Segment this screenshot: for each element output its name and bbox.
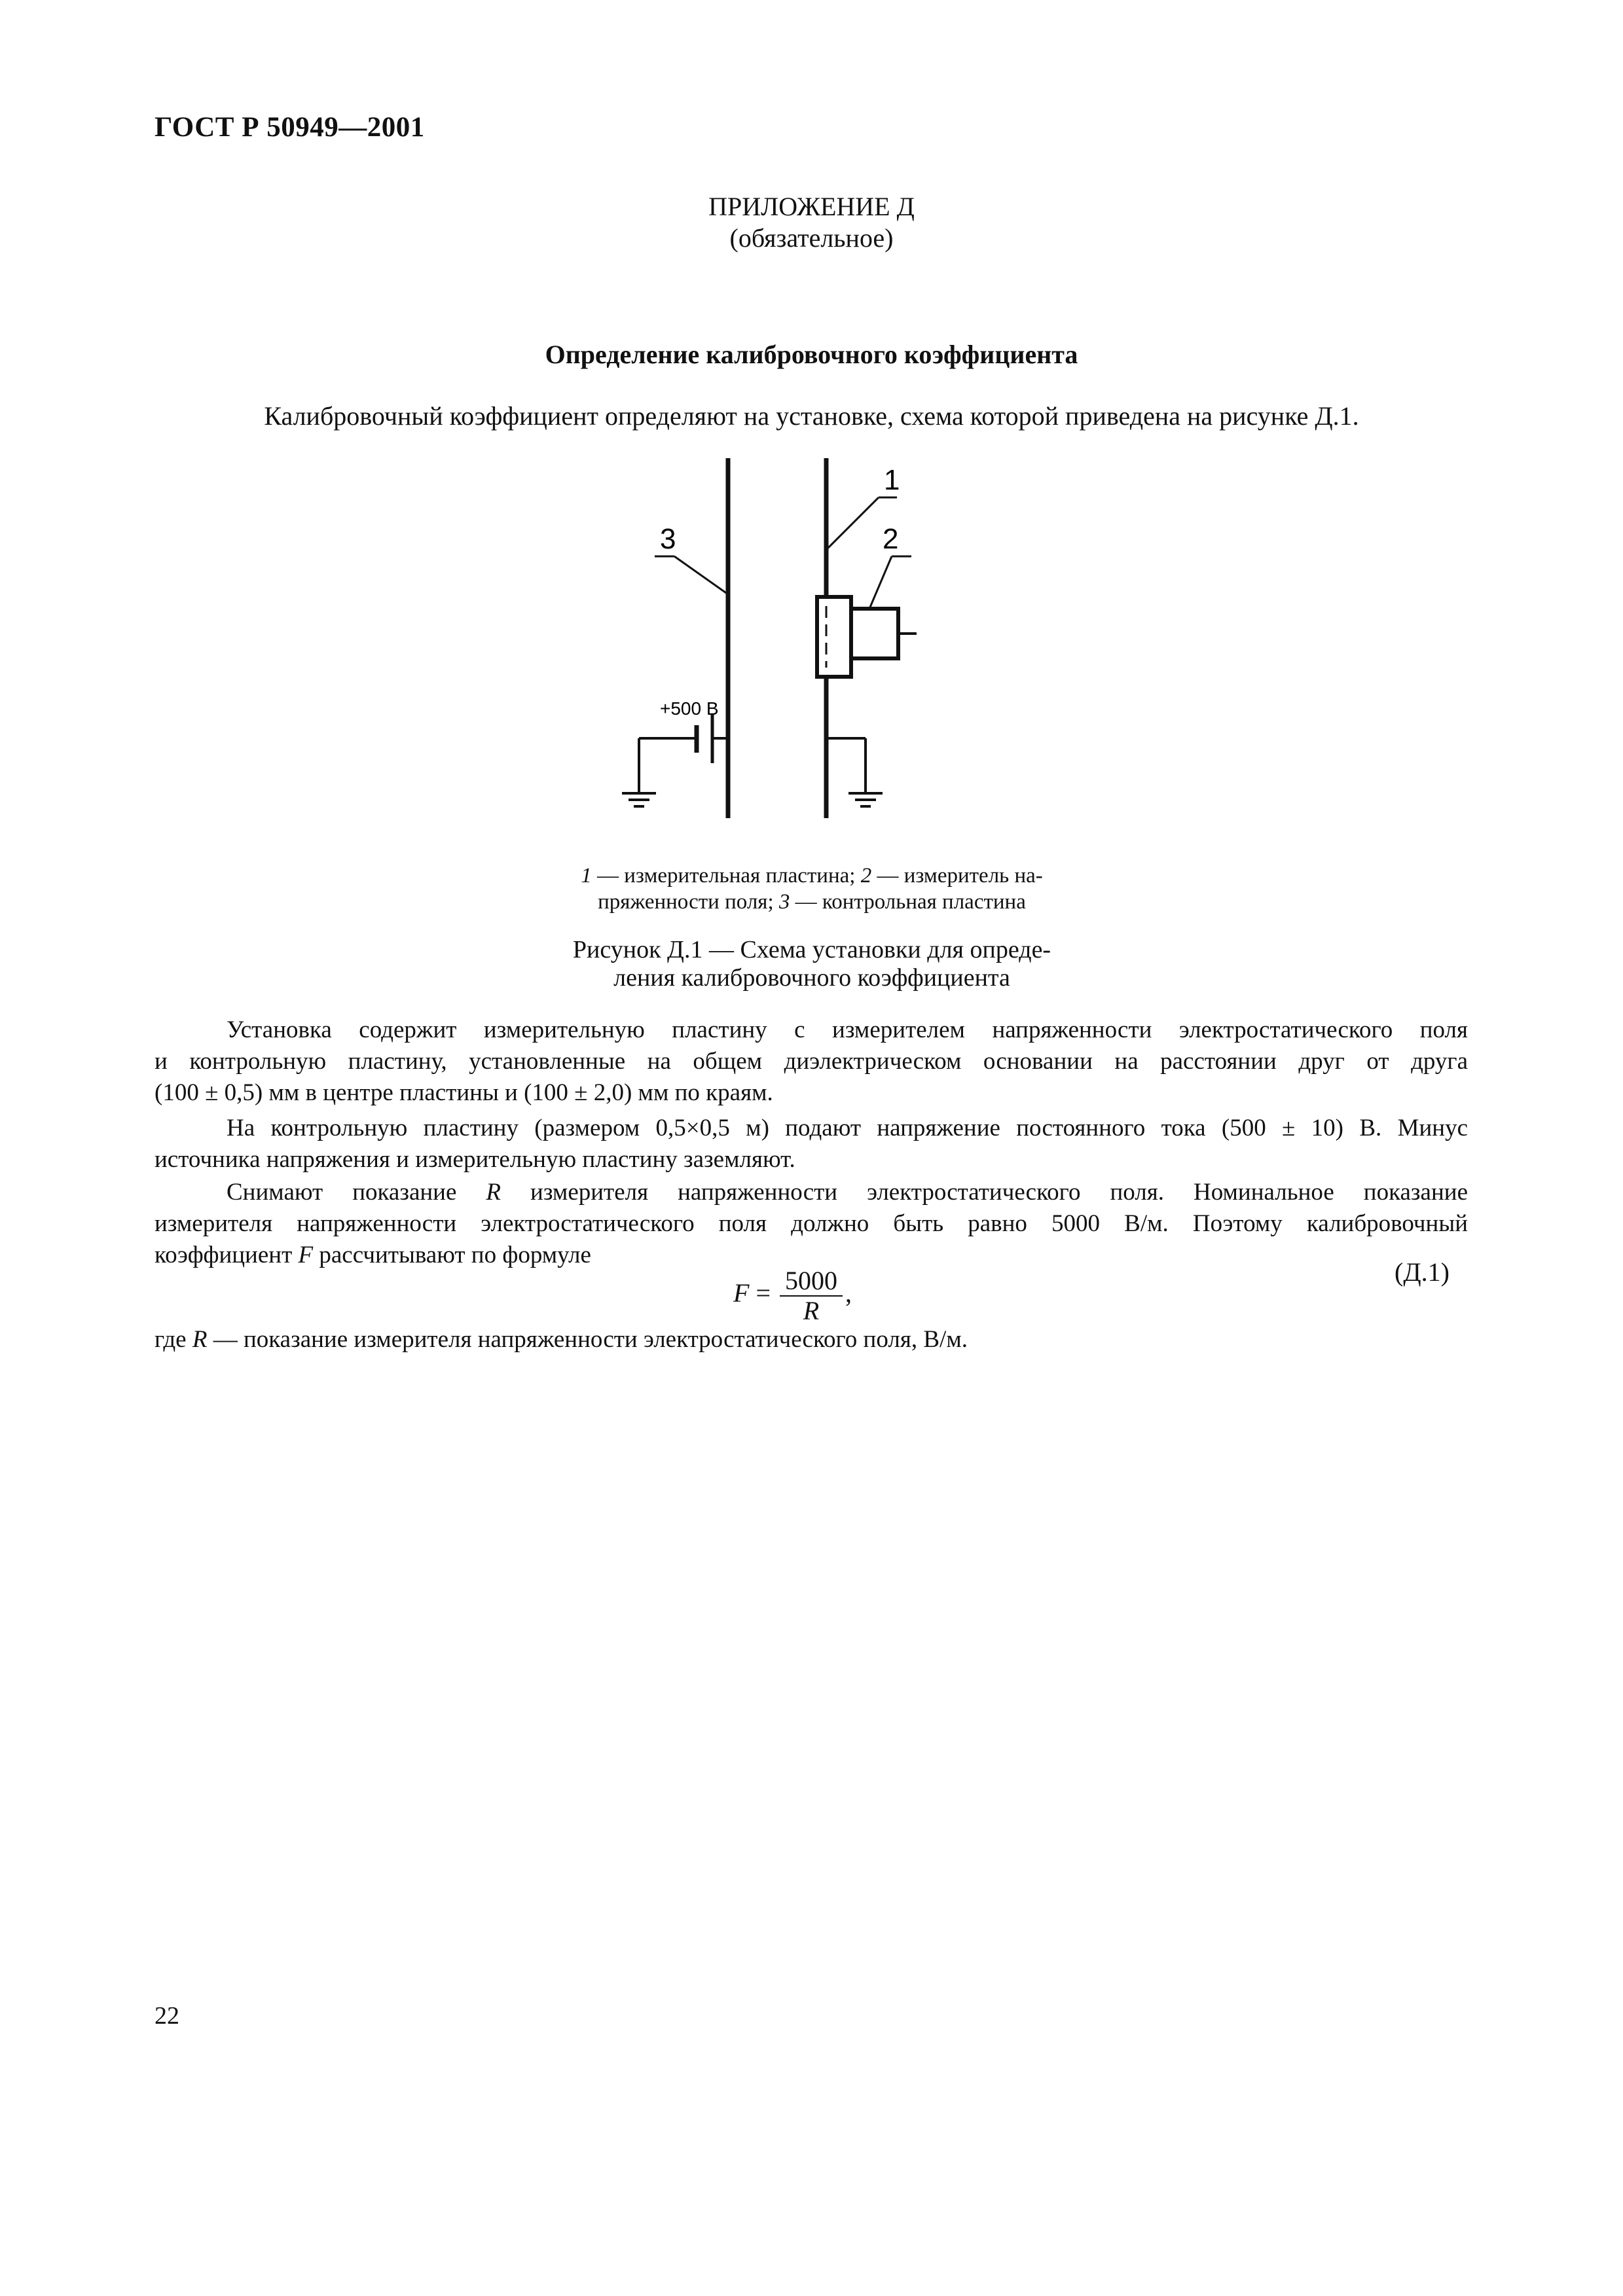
caption-line-2: ления калибровочного коэффициента	[613, 964, 1010, 992]
formula-d1	[733, 1266, 852, 1325]
leader-2	[869, 556, 892, 609]
field-meter-sensor	[817, 597, 851, 677]
figure-caption	[458, 936, 1165, 992]
leader-3	[674, 556, 728, 594]
ground-symbol-left	[622, 793, 656, 806]
formula-lhs: F	[733, 1278, 750, 1308]
legend-num-3: 3	[778, 890, 790, 914]
formula-eq: =	[749, 1278, 777, 1308]
where-variable: R	[192, 1326, 208, 1353]
p2-line-1: На контрольную пластину (размером 0,5×0,5 м) подают напряжение постоянного тока (500 ± 10) В. Минус	[227, 1115, 1468, 1141]
section-heading: Определение калибровочного коэффициента	[545, 340, 1078, 369]
paragraph-3	[155, 1177, 1468, 1271]
p3-line-1: Снимают показание R измерителя напряженности электростатического поля. Номинальное показание	[227, 1179, 1468, 1206]
paragraph-1	[155, 1014, 1468, 1109]
appendix-status: (обязательное)	[729, 223, 894, 253]
p1-line-1: Установка содержит измерительную пластину с измерителем напряженности электростатического поля	[227, 1016, 1468, 1043]
leader-1	[826, 497, 879, 550]
legend-text-2a: — измеритель на-	[871, 864, 1043, 888]
paragraph-2	[155, 1113, 1468, 1175]
legend-num-2: 2	[860, 864, 872, 888]
where-clause: где R — показание измерителя напряженности электростатического поля, В/м.	[155, 1326, 968, 1353]
label-1: 1	[884, 464, 900, 496]
document-code: ГОСТ Р 50949—2001	[155, 112, 425, 143]
field-meter-body	[851, 609, 898, 658]
page-number: 22	[155, 2002, 179, 2030]
formula-fraction	[780, 1266, 843, 1325]
appendix-title: ПРИЛОЖЕНИЕ Д	[708, 192, 915, 221]
formula-tail: ,	[845, 1278, 852, 1308]
voltage-label: +500 В	[660, 698, 719, 719]
legend-text-1: — измерительная пластина;	[591, 864, 861, 888]
legend-text-3: — контрольная пластина	[790, 890, 1026, 914]
formula-numerator: 5000	[780, 1266, 843, 1297]
p1-line-3: (100 ± 0,5) мм в центре пластины и (100 ± 2,0) мм по краям.	[155, 1079, 773, 1106]
legend-text-2b: пряженности поля;	[598, 890, 779, 914]
formula-label: (Д.1)	[1395, 1257, 1450, 1287]
ground-symbol-right	[848, 793, 883, 806]
p1-line-2: и контрольную пластину, установленные на общем диэлектрическом основании на расстоянии друг от друга	[155, 1048, 1468, 1075]
caption-line-1: Рисунок Д.1 — Схема установки для опреде-	[572, 936, 1051, 963]
p3-line-3: коэффициент F рассчитывают по формуле	[155, 1242, 591, 1268]
label-3: 3	[660, 523, 676, 555]
label-2: 2	[883, 523, 899, 555]
setup-diagram	[576, 452, 943, 818]
p2-line-2: источника напряжения и измерительную пластину заземляют.	[155, 1146, 795, 1173]
appendix-block	[0, 191, 1623, 254]
formula-denominator: R	[803, 1296, 820, 1325]
p3-line-2: измерителя напряженности электростатического поля должно быть равно 5000 В/м. Поэтому калибровочный	[155, 1210, 1468, 1237]
variable-r: R	[486, 1179, 501, 1206]
figure-legend	[458, 863, 1165, 915]
intro-text: Калибровочный коэффициент определяют на установке, схема которой приведена на рисунке Д.1.	[264, 401, 1359, 431]
variable-f: F	[298, 1242, 314, 1268]
legend-num-1: 1	[581, 864, 592, 888]
